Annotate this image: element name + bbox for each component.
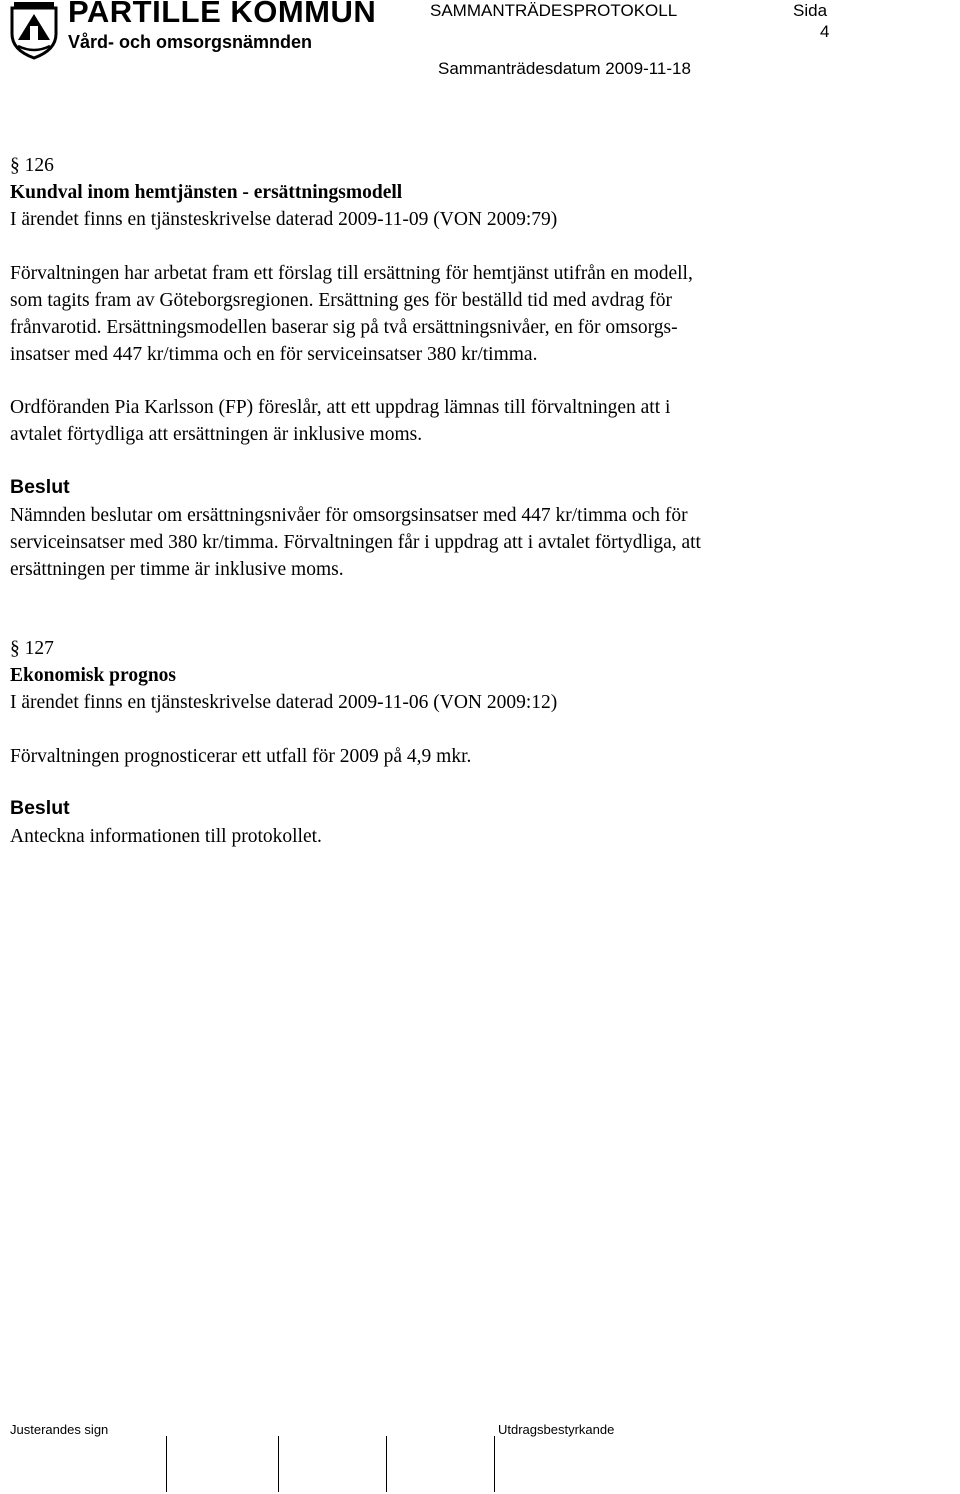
organization-name: PARTILLE KOMMUN <box>68 0 377 29</box>
signature-divider <box>166 1436 167 1492</box>
municipal-coat-of-arms-icon <box>8 0 60 60</box>
meeting-date: Sammanträdesdatum 2009-11-18 <box>438 59 691 78</box>
body-line: som tagits fram av Göteborgsregionen. Ersättning ges för beställd tid med avdrag för <box>10 290 672 311</box>
signature-divider <box>386 1436 387 1492</box>
signature-divider <box>278 1436 279 1492</box>
paragraph-symbol: § <box>10 638 20 659</box>
page-label: Sida <box>793 1 828 20</box>
decision-heading: Beslut <box>10 797 70 819</box>
section-title: Ekonomisk prognos <box>10 665 176 686</box>
page-number: 4 <box>820 22 830 41</box>
section-reference: I ärendet finns en tjänsteskrivelse daterad 2009-11-09 (VON 2009:79) <box>10 209 558 230</box>
signature-label: Justerandes sign <box>10 1422 109 1437</box>
body-line: Förvaltningen har arbetat fram ett förslag till ersättning för hemtjänst utifrån en modell, <box>10 263 693 284</box>
committee-name: Vård- och omsorgsnämnden <box>68 32 313 52</box>
proposal-line: Ordföranden Pia Karlsson (FP) föreslår, att ett uppdrag lämnas till förvaltningen att i <box>10 397 671 418</box>
proposal-line: avtalet förtydliga att ersättningen är inklusive moms. <box>10 424 423 445</box>
section-reference: I ärendet finns en tjänsteskrivelse daterad 2009-11-06 (VON 2009:12) <box>10 692 558 713</box>
document-type: SAMMANTRÄDESPROTOKOLL <box>430 1 678 20</box>
decision-line: serviceinsatser med 380 kr/timma. Förvaltningen får i uppdrag att i avtalet förtydliga, att <box>10 532 701 553</box>
decision-line: Anteckna informationen till protokollet. <box>10 826 322 847</box>
section-number <box>10 635 54 662</box>
decision-line: ersättningen per timme är inklusive moms. <box>10 559 344 580</box>
section-number-value: 126 <box>24 155 54 176</box>
signature-divider <box>494 1436 495 1492</box>
paragraph-symbol: § <box>10 155 20 176</box>
section-number-value: 127 <box>24 638 54 659</box>
section-number <box>10 152 54 179</box>
decision-heading: Beslut <box>10 476 70 498</box>
body-line: insatser med 447 kr/timma och en för serviceinsatser 380 kr/timma. <box>10 344 538 365</box>
body-line: frånvarotid. Ersättningsmodellen baserar sig på två ersättningsnivåer, en för omsorgs- <box>10 317 678 338</box>
section-title: Kundval inom hemtjänsten - ersättningsmodell <box>10 182 403 203</box>
decision-line: Nämnden beslutar om ersättningsnivåer för omsorgsinsatser med 447 kr/timma och för <box>10 505 688 526</box>
body-line: Förvaltningen prognosticerar ett utfall för 2009 på 4,9 mkr. <box>10 746 472 767</box>
certification-label: Utdragsbestyrkande <box>498 1422 615 1437</box>
